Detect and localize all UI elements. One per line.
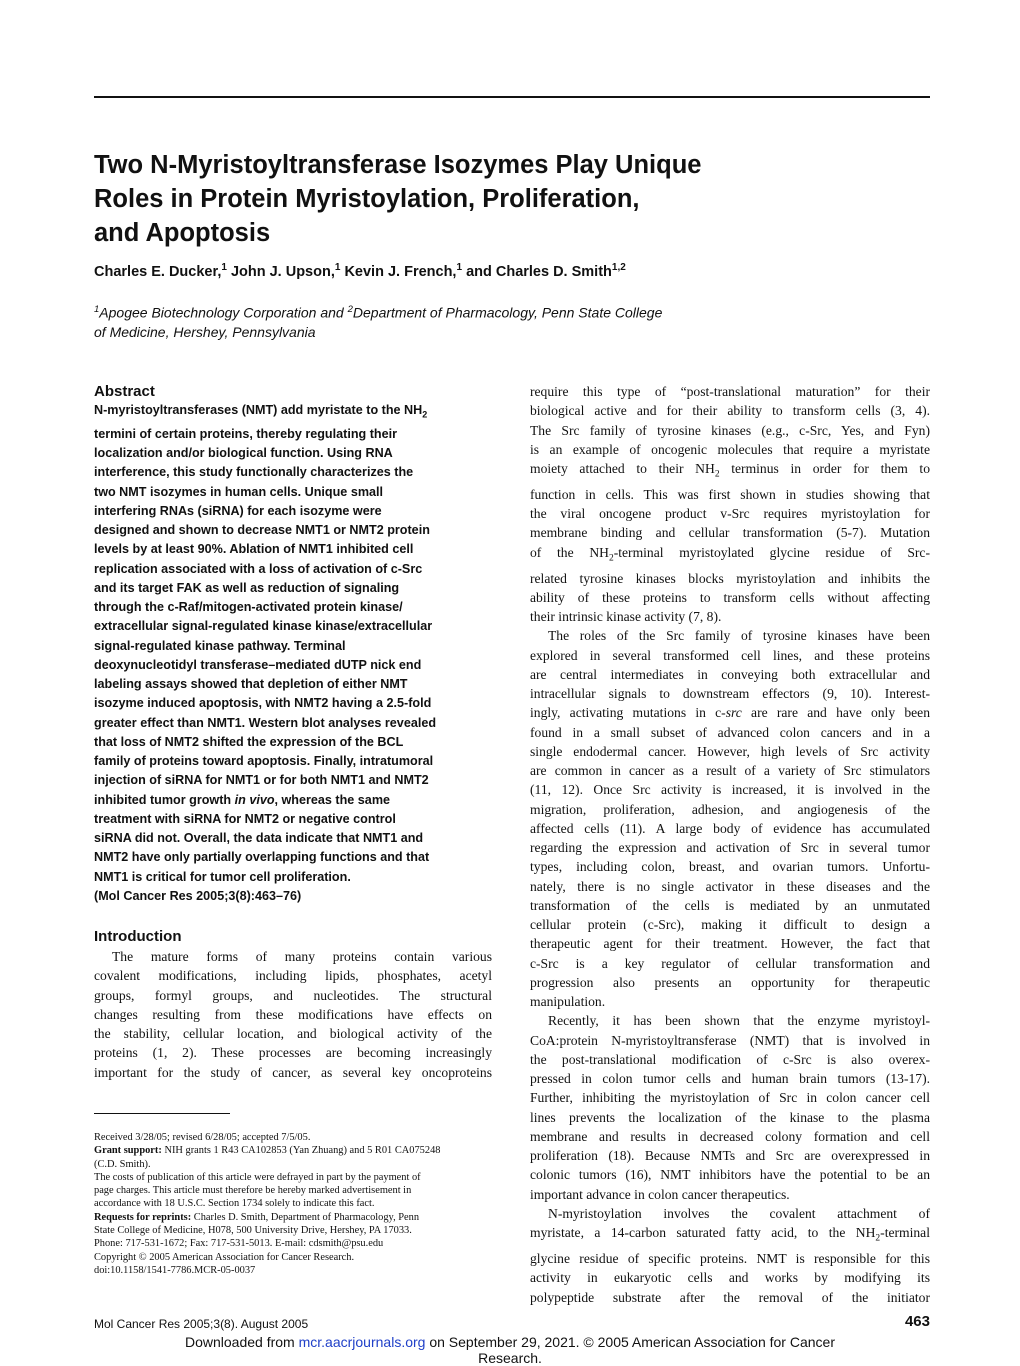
abstract-line: signal-regulated kinase pathway. Terminal bbox=[94, 638, 346, 653]
body-line: cellular protein (c-Src), making it difficult to design a bbox=[530, 917, 930, 933]
abstract-line bbox=[94, 791, 492, 810]
abstract-line: greater effect than NMT1. Western blot analyses revealed bbox=[94, 715, 437, 730]
download-notice bbox=[120, 1334, 900, 1366]
abstract-line: NMT2 have only partially overlapping functions and that bbox=[94, 850, 430, 865]
body-line: the stability, cellular location, and biological activity of the bbox=[94, 1026, 492, 1041]
body-line: therapeutic agent for their treatment. However, the fact that bbox=[530, 936, 930, 952]
body-line: membrane and results in decreased colony formation and cell bbox=[530, 1128, 930, 1144]
body-line: their intrinsic kinase activity (7, 8). bbox=[530, 609, 722, 625]
abstract-body bbox=[94, 401, 492, 906]
abstract-line: isozyme induced apoptosis, with NMT2 having a 2.5-fold bbox=[94, 696, 432, 711]
body-line: function in cells. This was first shown in studies showing that bbox=[530, 486, 930, 502]
body-line: (11, 12). Once Src activity is increased, it is involved in the bbox=[530, 782, 930, 798]
body-line: are common in cancer as a result of a variety of Src stimulators bbox=[530, 763, 930, 779]
body-line: progression also presents an opportunity for therapeutic bbox=[530, 974, 930, 990]
body-line: single endodermal cancer. However, high levels of Src activity bbox=[530, 743, 930, 759]
body-line: nately, there is no single activator in these diseases and the bbox=[530, 878, 930, 894]
footnotes bbox=[94, 1131, 494, 1277]
body-line: transformation of the cells is mediated by an unmutated bbox=[530, 897, 930, 913]
abstract-line: extracellular signal-regulated kinase kinase/extracellular bbox=[94, 619, 433, 634]
body-line: proteins (1, 2). These processes are becoming increasingly bbox=[94, 1045, 492, 1061]
body-text: moiety attached to their NH bbox=[530, 461, 715, 476]
abstract-citation: (Mol Cancer Res 2005;3(8):463–76) bbox=[94, 888, 302, 903]
body-line: related tyrosine kinases blocks myristoylation and inhibits the bbox=[530, 570, 930, 586]
gene-name: src bbox=[725, 705, 742, 721]
footnote-received: Received 3/28/05; revised 6/28/05; accepted 7/5/05. bbox=[94, 1132, 311, 1143]
title-line: and Apoptosis bbox=[94, 219, 271, 247]
affiliation-line: of Medicine, Hershey, Pennsylvania bbox=[94, 323, 316, 340]
body-line: regarding the expression and activation of Src in several tumor bbox=[530, 840, 930, 856]
footnote-label: Requests for reprints: bbox=[94, 1211, 192, 1223]
download-text: Research. bbox=[478, 1350, 542, 1366]
body-line: groups, formyl groups, and nucleotides. The structural bbox=[94, 987, 492, 1003]
footnote-text: NIH grants 1 R43 CA102853 (Yan Zhuang) and 5 R01 CA075248 bbox=[161, 1145, 441, 1157]
body-line: explored in several transformed cell lines, and these proteins bbox=[530, 647, 930, 663]
body-line bbox=[530, 1223, 930, 1249]
subscript: 2 bbox=[714, 469, 720, 480]
body-text: are rare and have only been bbox=[741, 705, 930, 721]
affiliation-mark: 2 bbox=[347, 304, 353, 315]
abstract-line bbox=[94, 401, 492, 425]
body-line: polypeptide substrate after the removal of the initiator bbox=[530, 1289, 930, 1305]
body-line: covalent modifications, including lipids, phosphates, acetyl bbox=[94, 968, 492, 984]
affiliations bbox=[94, 300, 794, 342]
author-affiliation-mark: 1 bbox=[456, 262, 463, 273]
body-line bbox=[530, 703, 930, 722]
abstract-section bbox=[94, 383, 492, 906]
body-line: found in a small subset of advanced colon cancers and in a bbox=[530, 724, 930, 740]
body-line: The mature forms of many proteins contain various bbox=[112, 949, 492, 964]
abstract-line: labeling assays showed that depletion of either NMT bbox=[94, 677, 408, 692]
author-affiliation-mark: 1,2 bbox=[611, 262, 626, 273]
author-name: and Charles D. Smith bbox=[466, 263, 612, 280]
footnote-rule bbox=[94, 1113, 230, 1114]
affiliation-mark: 1 bbox=[94, 304, 100, 315]
title-line: Two N-Myristoyltransferase Isozymes Play Unique bbox=[94, 151, 702, 179]
body-line: N-myristoylation involves the covalent attachment of bbox=[548, 1205, 930, 1221]
abstract-emphasis: in vivo bbox=[234, 792, 275, 807]
author-list bbox=[94, 262, 626, 280]
author-affiliation-mark: 1 bbox=[221, 262, 227, 273]
body-text: myristate, a 14-carbon saturated fatty acid, to the NH bbox=[530, 1225, 876, 1241]
abstract-heading: Abstract bbox=[94, 383, 155, 400]
body-line: is an example of oncogenic molecules that require a myristate bbox=[530, 441, 930, 457]
body-line: The roles of the Src family of tyrosine kinases have been bbox=[548, 628, 930, 644]
abstract-line: that loss of NMT2 shifted the expression of the BCL bbox=[94, 734, 404, 749]
download-text: Downloaded from bbox=[184, 1334, 299, 1350]
body-line: colonic tumors (16), NMT inhibitors have the potential to be an bbox=[530, 1167, 930, 1183]
body-line: proliferation (18). Because NMTs and Src are overexpressed in bbox=[530, 1148, 930, 1164]
footnote-line: The costs of publication of this article were defrayed in part by the payment of bbox=[94, 1171, 421, 1183]
footnote-line: Phone: 717-531-1672; Fax: 717-531-5013. E-mail: cdsmith@psu.edu bbox=[94, 1238, 384, 1250]
body-line: require this type of “post-translational maturation” for their bbox=[530, 384, 930, 399]
body-line: glycine residue of specific proteins. NMT is responsible for this bbox=[530, 1251, 930, 1267]
body-text: -terminal myristoylated glycine residue of Src- bbox=[613, 544, 930, 560]
body-line bbox=[530, 543, 930, 569]
abstract-line: through the c-Raf/mitogen-activated protein kinase/ bbox=[94, 600, 403, 615]
introduction-heading: Introduction bbox=[94, 928, 182, 945]
body-line: biological active and for their ability to transform cells (3, 4). bbox=[530, 403, 930, 419]
footnote-grant bbox=[94, 1144, 494, 1157]
body-line: activity in eukaryotic cells and works by modifying its bbox=[530, 1270, 930, 1286]
abstract-text: N-myristoyltransferases (NMT) add myristate to the NH bbox=[94, 403, 423, 417]
abstract-line: deoxynucleotidyl transferase–mediated dUTP nick end bbox=[94, 657, 422, 672]
journal-link[interactable]: mcr.aacrjournals.org bbox=[298, 1334, 426, 1350]
footnote-line: (C.D. Smith). bbox=[94, 1158, 151, 1170]
body-line: intracellular signals to downstream effectors (9, 10). Interest- bbox=[530, 686, 930, 702]
author-name: Charles E. Ducker, bbox=[94, 263, 222, 280]
body-text: -terminal bbox=[880, 1225, 930, 1241]
abstract-line: interfering RNAs (siRNA) for each isozyme were bbox=[94, 503, 382, 518]
body-line: the post-translational modification of c-Src is also overex- bbox=[530, 1051, 930, 1067]
body-line: affected cells (11). A large body of evidence has accumulated bbox=[530, 820, 930, 836]
body-line: lines prevents the localization of the kinase to the plasma bbox=[530, 1109, 930, 1125]
abstract-text: , whereas the same bbox=[274, 792, 391, 807]
body-line: membrane binding and cellular transformation (5-7). Mutation bbox=[530, 525, 930, 541]
affiliation-text: Apogee Biotechnology Corporation and bbox=[99, 304, 348, 321]
title-line: Roles in Protein Myristoylation, Proliferation, bbox=[94, 185, 640, 213]
abstract-line: injection of siRNA for NMT1 or for both NMT1 and NMT2 bbox=[94, 773, 429, 788]
abstract-line: NMT1 is critical for tumor cell proliferation. bbox=[94, 869, 351, 884]
abstract-line: siRNA did not. Overall, the data indicate that NMT1 and bbox=[94, 831, 424, 846]
body-line: migration, proliferation, adhesion, and angiogenesis of the bbox=[530, 801, 930, 817]
body-line: are central intermediates in conveying both extracellular and bbox=[530, 666, 930, 682]
footnote-line: State College of Medicine, H078, 500 University Drive, Hershey, PA 17033. bbox=[94, 1225, 412, 1237]
header-rule bbox=[94, 96, 930, 98]
author-name: John J. Upson, bbox=[230, 263, 335, 280]
footnote-reprints bbox=[94, 1211, 494, 1224]
footnote-line: accordance with 18 U.S.C. Section 1734 solely to indicate this fact. bbox=[94, 1198, 375, 1210]
abstract-line: designed and shown to decrease NMT1 or NMT2 protein bbox=[94, 523, 430, 538]
abstract-line: levels by at least 90%. Ablation of NMT1 inhibited cell bbox=[94, 542, 414, 557]
footnote-doi: doi:10.1158/1541-7786.MCR-05-0037 bbox=[94, 1264, 256, 1276]
page-number: 463 bbox=[904, 1313, 930, 1330]
body-line: changes resulting from these modifications have effects on bbox=[94, 1006, 492, 1022]
journal-footer: Mol Cancer Res 2005;3(8). August 2005 bbox=[94, 1317, 309, 1331]
body-line: important advance in colon cancer therapeutics. bbox=[530, 1186, 790, 1202]
body-text: ingly, activating mutations in c- bbox=[530, 705, 726, 721]
abstract-line: interference, this study functionally characterizes the bbox=[94, 465, 414, 480]
abstract-line: treatment with siRNA for NMT2 or negative control bbox=[94, 811, 396, 826]
abstract-line: and its target FAK as well as reduction of signaling bbox=[94, 580, 400, 595]
abstract-line: two NMT isozymes in human cells. Unique small bbox=[94, 484, 384, 499]
body-line: types, including colon, breast, and ovarian tumors. Unfortu- bbox=[530, 859, 930, 875]
body-line: ability of these proteins to transform cells without affecting bbox=[530, 589, 930, 605]
author-name: Kevin J. French, bbox=[344, 263, 457, 280]
subscript: 2 bbox=[875, 1233, 881, 1244]
body-line: pressed in colon tumor cells and human brain tumors (13-17). bbox=[530, 1071, 930, 1087]
introduction-body bbox=[94, 947, 492, 1082]
subscript: 2 bbox=[422, 409, 428, 420]
body-line: Recently, it has been shown that the enzyme myristoyl- bbox=[548, 1013, 930, 1029]
affiliation-line bbox=[94, 300, 794, 323]
author-affiliation-mark: 1 bbox=[334, 262, 341, 273]
download-text: on September 29, 2021. © 2005 American Association for Cancer bbox=[425, 1334, 835, 1350]
body-line: the viral oncogene product v-Src requires myristoylation for bbox=[530, 506, 930, 522]
body-line: The Src family of tyrosine kinases (e.g., c-Src, Yes, and Fyn) bbox=[530, 422, 930, 438]
footnote-text: Charles D. Smith, Department of Pharmacology, Penn bbox=[191, 1211, 420, 1223]
body-line: important for the study of cancer, as several key oncoproteins bbox=[94, 1064, 492, 1080]
abstract-text: inhibited tumor growth bbox=[94, 792, 235, 807]
article-title bbox=[94, 148, 854, 250]
body-line bbox=[530, 459, 930, 485]
footnote-line: page charges. This article must therefore be hereby marked advertisement in bbox=[94, 1185, 412, 1197]
affiliation-text: Department of Pharmacology, Penn State College bbox=[352, 304, 663, 321]
body-text: of the NH bbox=[530, 544, 609, 560]
right-column-body bbox=[530, 382, 930, 1307]
introduction-section bbox=[94, 928, 492, 1082]
footnote-label: Grant support: bbox=[94, 1145, 162, 1157]
footnote-copyright: Copyright © 2005 American Association for Cancer Research. bbox=[94, 1251, 355, 1263]
body-line: Further, inhibiting the myristoylation of Src in colon cancer cell bbox=[530, 1090, 930, 1106]
abstract-line: replication associated with a loss of activation of c-Src bbox=[94, 561, 423, 576]
body-line: CoA:protein N-myristoyltransferase (NMT) that is involved in bbox=[530, 1032, 930, 1048]
subscript: 2 bbox=[608, 553, 614, 564]
body-line: c-Src is a key regulator of cellular transformation and bbox=[530, 955, 930, 971]
body-line: manipulation. bbox=[530, 994, 606, 1010]
abstract-line: termini of certain proteins, thereby regulating their bbox=[94, 426, 398, 441]
abstract-line: localization and/or biological function. Using RNA bbox=[94, 446, 393, 461]
body-text: terminus in order for them to bbox=[719, 461, 931, 476]
abstract-line: family of proteins toward apoptosis. Finally, intratumoral bbox=[94, 754, 434, 769]
